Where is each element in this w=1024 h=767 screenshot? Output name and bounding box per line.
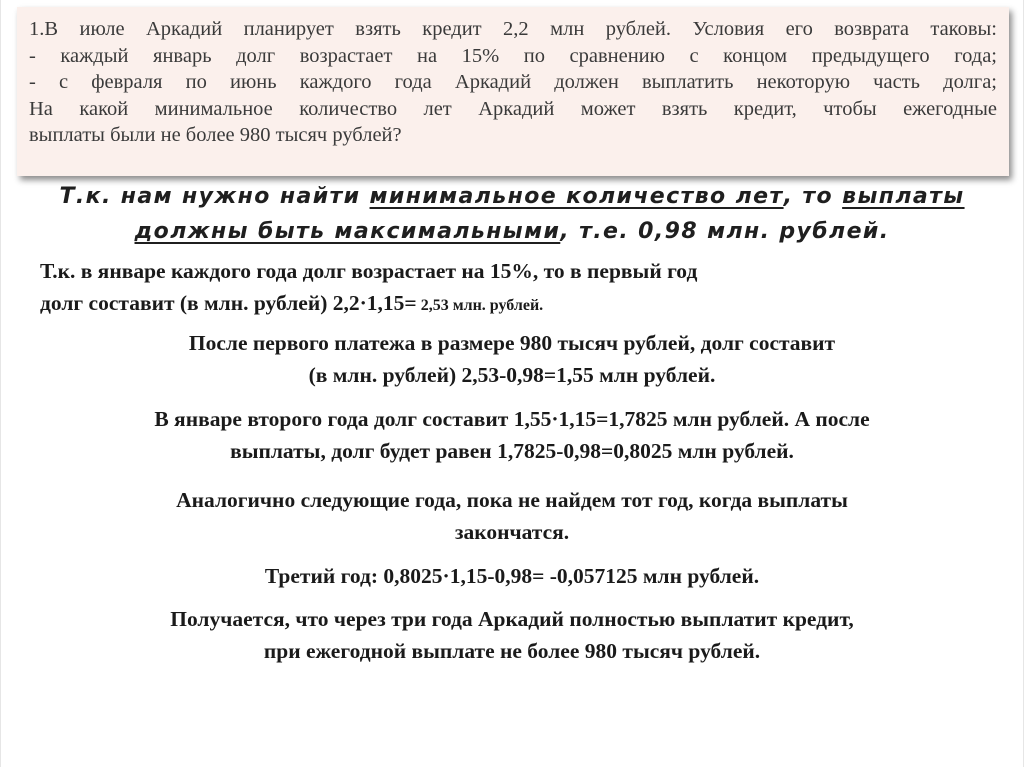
solution-p6-line1: Получается, что через три года Аркадий полностью выплатит кредит, [170,607,854,631]
solution-p3-line2: выплаты, долг будет равен 1,7825-0,98=0,8025 млн рублей. [230,439,794,463]
solution-p4-line1: Аналогично следующие года, пока не найдем тот год, когда выплаты [176,488,848,512]
solution-p1-line1: Т.к. в январе каждого года долг возрастает на 15%, то в первый год [40,259,698,283]
solution-p5: Третий год: 0,8025·1,15-0,98= -0,057125 млн рублей. [264,564,760,588]
problem-line-3: - с февраля по июнь каждого года Аркадий должен выплатить некоторую часть долга; [29,71,997,93]
problem-line-5: выплаты были не более 980 тысяч рублей? [29,124,402,146]
note-text: Т.к. нам нужно найти [59,184,370,209]
problem-line-2: - каждый январь долг возрастает на 15% по сравнению с концом предыдущего года; [29,44,997,67]
problem-statement-box [17,7,1009,176]
solution-p2-line2: (в млн. рублей) 2,53-0,98=1,55 млн рублей. [308,363,716,387]
note-underlined-maximal: должны быть максимальными [134,219,561,244]
handwritten-note-line-1 [0,184,1024,209]
note-text: , то [783,184,843,209]
note-text: , т.е. 0,98 млн. рублей. [560,219,890,244]
solution-p1-line2-text: долг составит (в млн. рублей) 2,2·1,15= [40,291,417,315]
solution-p3-line1: В январе второго года долг составит 1,55·1,15=1,7825 млн рублей. А после [154,407,870,431]
solution-p4-line2: закончатся. [454,520,570,544]
note-underlined-min-years: минимальное количество лет [369,184,784,209]
solution-p2-line1: После первого платежа в размере 980 тысяч рублей, долг составит [188,331,836,355]
solution-p1-line2 [40,288,543,321]
handwritten-note-line-2 [0,219,1024,244]
solution-p1-value: 2,53 млн. рублей. [416,297,544,314]
problem-line-1: 1.В июле Аркадий планирует взять кредит 2,2 млн рублей. Условия его возврата таковы: [29,18,997,40]
note-underlined-payments: выплаты [842,184,965,209]
solution-p6-line2: при ежегодной выплате не более 980 тысяч рублей. [263,639,761,663]
problem-line-4: На какой минимальное количество лет Аркадий может взять кредит, чтобы ежегодные [29,97,997,120]
